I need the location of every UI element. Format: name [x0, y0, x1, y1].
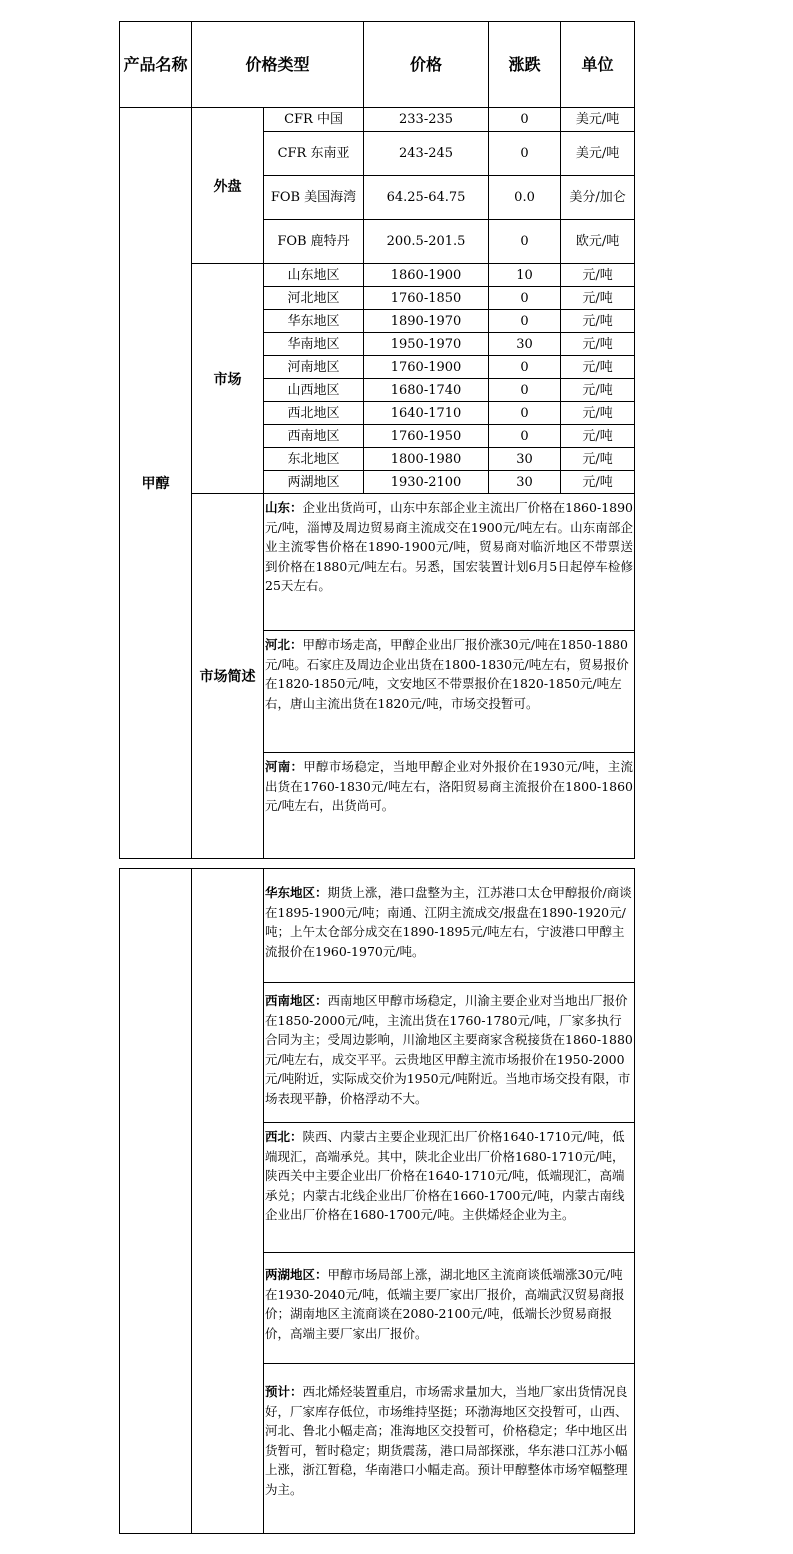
price-change: 0 — [489, 310, 561, 333]
price-change: 0 — [489, 132, 561, 176]
header-price: 价格 — [364, 22, 489, 108]
price-change: 0 — [489, 379, 561, 402]
commentary-text: 甲醇市场局部上涨，湖北地区主流商谈低端涨30元/吨在1930-2040元/吨，低端主要厂家出厂报价，高端武汉贸易商报价；湖南地区主流商谈在2080-2100元/吨，低端长沙贸易商报价，高端主要厂家出厂报价。 — [265, 1267, 625, 1341]
price-value: 1860-1900 — [364, 264, 489, 287]
price-unit: 美元/吨 — [561, 132, 635, 176]
price-type: 河南地区 — [264, 356, 364, 379]
price-value: 1890-1970 — [364, 310, 489, 333]
header-change: 涨跌 — [489, 22, 561, 108]
empty-product-cell — [120, 869, 192, 1534]
table-row — [120, 108, 635, 132]
commentary-shandong — [264, 494, 635, 631]
commentary-label: 两湖地区： — [265, 1267, 328, 1282]
commentary-henan — [264, 753, 635, 859]
group-market: 市场 — [192, 264, 264, 494]
price-change: 0 — [489, 220, 561, 264]
price-value: 1640-1710 — [364, 402, 489, 425]
price-change: 0 — [489, 425, 561, 448]
price-type: 山西地区 — [264, 379, 364, 402]
product-name: 甲醇 — [120, 108, 192, 859]
price-change: 30 — [489, 333, 561, 356]
price-change: 30 — [489, 471, 561, 494]
price-change: 0.0 — [489, 176, 561, 220]
price-type: FOB 鹿特丹 — [264, 220, 364, 264]
commentary-table-continued — [119, 868, 635, 1534]
price-table — [119, 21, 635, 859]
commentary-label: 山东： — [265, 500, 303, 515]
price-change: 0 — [489, 402, 561, 425]
price-type: 华东地区 — [264, 310, 364, 333]
price-unit: 元/吨 — [561, 287, 635, 310]
price-unit: 美元/吨 — [561, 108, 635, 132]
price-unit: 元/吨 — [561, 356, 635, 379]
price-unit: 元/吨 — [561, 425, 635, 448]
commentary-row — [120, 494, 635, 631]
commentary-label: 西南地区： — [265, 993, 328, 1008]
commentary-text: 陕西、内蒙古主要企业现汇出厂价格1640-1710元/吨，低端现汇，高端承兑。其中，陕北企业出厂价格1680-1710元/吨，陕西关中主要企业出厂价格在1640-1710元/吨，低端现汇，高端承兑；内蒙古北线企业出厂价格在1660-1700元/吨，内蒙古南线企业出厂价格在1680-1700元/吨。主供烯烃企业为主。 — [265, 1129, 625, 1222]
price-type: CFR 东南亚 — [264, 132, 364, 176]
price-value: 1800-1980 — [364, 448, 489, 471]
price-value: 1950-1970 — [364, 333, 489, 356]
price-type: 西北地区 — [264, 402, 364, 425]
commentary-label: 河南： — [265, 759, 304, 774]
commentary-label: 华东地区： — [265, 885, 328, 900]
price-value: 1680-1740 — [364, 379, 489, 402]
header-row — [120, 22, 635, 108]
price-value: 233-235 — [364, 108, 489, 132]
table-row — [120, 264, 635, 287]
price-unit: 美分/加仑 — [561, 176, 635, 220]
price-type: CFR 中国 — [264, 108, 364, 132]
price-unit: 元/吨 — [561, 333, 635, 356]
price-type: 华南地区 — [264, 333, 364, 356]
price-value: 1760-1850 — [364, 287, 489, 310]
price-value: 1760-1950 — [364, 425, 489, 448]
commentary-xibei — [264, 1123, 635, 1253]
price-unit: 欧元/吨 — [561, 220, 635, 264]
price-unit: 元/吨 — [561, 379, 635, 402]
commentary-text: 期货上涨，港口盘整为主，江苏港口太仓甲醇报价/商谈在1895-1900元/吨；南通、江阴主流成交/报盘在1890-1920元/吨；上午太仓部分成交在1890-1895元/吨左右，宁波港口甲醇主流报价在1960-1970元/吨。 — [265, 885, 632, 959]
header-unit: 单位 — [561, 22, 635, 108]
price-type: 东北地区 — [264, 448, 364, 471]
commentary-huadong — [264, 869, 635, 983]
price-change: 0 — [489, 287, 561, 310]
price-value: 1930-2100 — [364, 471, 489, 494]
price-type: 河北地区 — [264, 287, 364, 310]
commentary-label: 预计： — [265, 1384, 303, 1399]
price-change: 10 — [489, 264, 561, 287]
price-change: 0 — [489, 108, 561, 132]
price-type: 山东地区 — [264, 264, 364, 287]
commentary-label: 河北： — [265, 637, 303, 652]
group-commentary: 市场简述 — [192, 494, 264, 859]
commentary-text: 西南地区甲醇市场稳定，川渝主要企业对当地出厂报价在1850-2000元/吨，主流出货在1760-1780元/吨，厂家多执行合同为主；受周边影响，川渝地区主要商家含税接货在1860-1880元/吨左右，成交平平。云贵地区甲醇主流市场报价在1950-2000元/吨附近，实际成交价为1950元/吨附近。当地市场交投有限，市场表现平静，价格浮动不大。 — [265, 993, 633, 1106]
commentary-lianghu — [264, 1253, 635, 1364]
empty-group-cell — [192, 869, 264, 1534]
group-outer: 外盘 — [192, 108, 264, 264]
price-type: 两湖地区 — [264, 471, 364, 494]
price-unit: 元/吨 — [561, 402, 635, 425]
price-unit: 元/吨 — [561, 448, 635, 471]
price-value: 64.25-64.75 — [364, 176, 489, 220]
price-value: 243-245 — [364, 132, 489, 176]
price-change: 30 — [489, 448, 561, 471]
commentary-row — [120, 869, 635, 983]
header-price-type: 价格类型 — [192, 22, 364, 108]
price-change: 0 — [489, 356, 561, 379]
commentary-label: 西北： — [265, 1129, 303, 1144]
commentary-xinan — [264, 983, 635, 1123]
price-value: 200.5-201.5 — [364, 220, 489, 264]
price-value: 1760-1900 — [364, 356, 489, 379]
price-type: FOB 美国海湾 — [264, 176, 364, 220]
commentary-text: 甲醇市场走高，甲醇企业出厂报价涨30元/吨在1850-1880元/吨。石家庄及周边企业出货在1800-1830元/吨左右，贸易报价在1820-1850元/吨，文安地区不带票报价在1820-1850元/吨左右，唐山主流出货在1820元/吨，市场交投暂可。 — [265, 637, 629, 711]
commentary-text: 企业出货尚可，山东中东部企业主流出厂价格在1860-1890元/吨，淄博及周边贸易商主流成交在1900元/吨左右。山东南部企业主流零售价格在1890-1900元/吨，贸易商对临沂地区不带票送到价格在1880元/吨左右。另悉，国宏装置计划6月5日起停车检修25天左右。 — [265, 500, 634, 593]
commentary-text: 西北烯烃装置重启，市场需求量加大，当地厂家出货情况良好，厂家库存低位，市场维持坚挺；环渤海地区交投暂可，山西、河北、鲁北小幅走高；准海地区交投暂可，价格稳定；华中地区出货暂可，暂时稳定；期货震荡，港口局部探涨，华东港口江苏小幅上涨，浙江暂稳，华南港口小幅走高。预计甲醇整体市场窄幅整理为主。 — [265, 1384, 628, 1497]
price-unit: 元/吨 — [561, 310, 635, 333]
header-product: 产品名称 — [120, 22, 192, 108]
price-unit: 元/吨 — [561, 471, 635, 494]
commentary-text: 甲醇市场稳定，当地甲醇企业对外报价在1930元/吨，主流出货在1760-1830元/吨左右，洛阳贸易商主流报价在1800-1860元/吨左右，出货尚可。 — [265, 759, 634, 813]
price-type: 西南地区 — [264, 425, 364, 448]
commentary-hebei — [264, 631, 635, 753]
commentary-forecast — [264, 1364, 635, 1534]
price-unit: 元/吨 — [561, 264, 635, 287]
